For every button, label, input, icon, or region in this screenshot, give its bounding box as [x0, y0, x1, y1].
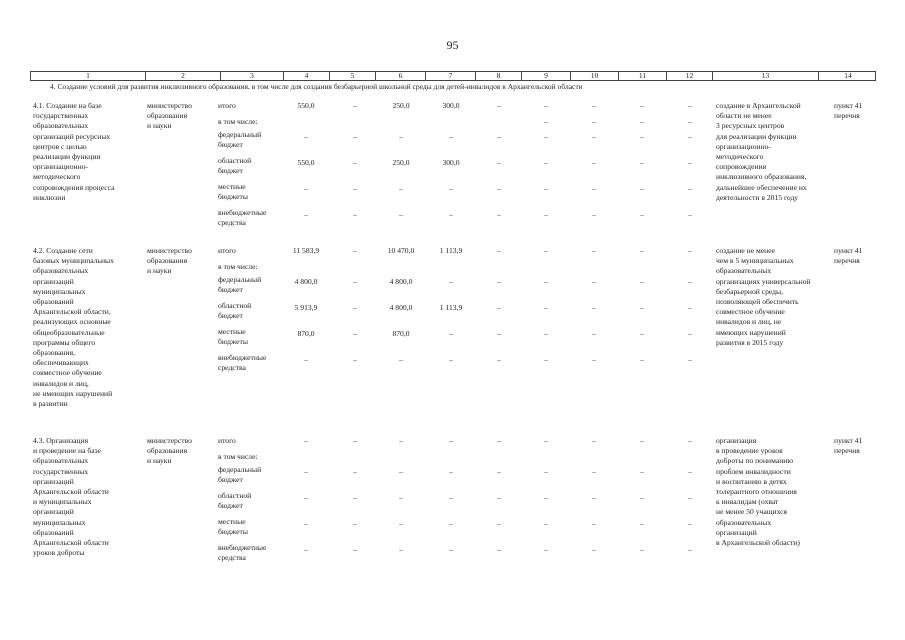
amount-cell: –	[640, 355, 644, 364]
amount-cell: 4 800,0	[389, 277, 413, 286]
amount-cell: –	[592, 493, 596, 502]
amount-cell: –	[592, 545, 596, 554]
expected-result: организация в проведение уроков доброты по пониманию проблем инвалидности и воспитанию в детях толерантного отношения к инвалидам (охват не менее 50 учащихся образовательных организаций в Архангельской области)	[716, 436, 800, 548]
amount-cell: –	[640, 101, 644, 110]
amount-cell: –	[497, 436, 501, 445]
amount-cell: 250,0	[392, 158, 410, 167]
amount-cell: –	[544, 158, 548, 167]
amount-cell: –	[544, 117, 548, 126]
amount-cell: –	[592, 277, 596, 286]
amount-cell: 870,0	[297, 329, 315, 338]
amount-cell: –	[688, 493, 692, 502]
funding-source-label: федеральный бюджет	[218, 465, 262, 485]
amount-cell: –	[592, 184, 596, 193]
amount-cell: –	[497, 329, 501, 338]
column-number-12: 12	[667, 72, 713, 80]
executor: министерство образования и науки	[147, 246, 192, 276]
amount-cell: –	[304, 545, 308, 554]
column-number-5: 5	[330, 72, 376, 80]
amount-cell: –	[592, 101, 596, 110]
amount-cell: –	[688, 519, 692, 528]
amount-cell: –	[640, 210, 644, 219]
amount-cell: –	[304, 355, 308, 364]
amount-cell: –	[688, 355, 692, 364]
amount-cell: –	[544, 436, 548, 445]
amount-cell: –	[399, 132, 403, 141]
amount-cell: 300,0	[442, 158, 460, 167]
funding-source-label: в том числе:	[218, 452, 258, 461]
amount-cell: 11 583,9	[292, 246, 320, 255]
amount-cell: –	[353, 303, 357, 312]
amount-cell: –	[449, 329, 453, 338]
amount-cell: –	[640, 246, 644, 255]
funding-source-label: в том числе:	[218, 117, 258, 126]
amount-cell: –	[688, 158, 692, 167]
amount-cell: –	[497, 303, 501, 312]
amount-cell: –	[544, 184, 548, 193]
amount-cell: –	[497, 246, 501, 255]
amount-cell: –	[592, 519, 596, 528]
amount-cell: –	[592, 132, 596, 141]
amount-cell: –	[449, 355, 453, 364]
amount-cell: –	[497, 132, 501, 141]
amount-cell: –	[449, 493, 453, 502]
amount-cell: –	[497, 355, 501, 364]
amount-cell: –	[640, 117, 644, 126]
funding-source-label: итого	[218, 246, 236, 255]
amount-cell: –	[449, 436, 453, 445]
amount-cell: –	[399, 355, 403, 364]
executor: министерство образования и науки	[147, 101, 192, 131]
amount-cell: –	[688, 117, 692, 126]
amount-cell: –	[640, 277, 644, 286]
amount-cell: –	[544, 210, 548, 219]
amount-cell: –	[497, 184, 501, 193]
amount-cell: –	[399, 436, 403, 445]
column-number-header	[30, 71, 876, 81]
funding-source-label: областной бюджет	[218, 301, 252, 321]
amount-cell: –	[353, 493, 357, 502]
amount-cell: 870,0	[392, 329, 410, 338]
funding-source-label: местные бюджеты	[218, 182, 248, 202]
amount-cell: –	[353, 436, 357, 445]
amount-cell: –	[592, 355, 596, 364]
amount-cell: –	[353, 158, 357, 167]
column-number-3: 3	[221, 72, 284, 80]
reference: пункт 41 перечня	[834, 436, 863, 456]
amount-cell: –	[449, 210, 453, 219]
amount-cell: –	[497, 158, 501, 167]
amount-cell: –	[353, 246, 357, 255]
amount-cell: –	[449, 467, 453, 476]
amount-cell: –	[399, 493, 403, 502]
funding-source-label: областной бюджет	[218, 156, 252, 176]
amount-cell: –	[640, 436, 644, 445]
amount-cell: 1 113,9	[439, 303, 463, 312]
amount-cell: –	[544, 277, 548, 286]
amount-cell: 1 113,9	[439, 246, 463, 255]
amount-cell: –	[449, 277, 453, 286]
amount-cell: –	[640, 132, 644, 141]
amount-cell: –	[304, 467, 308, 476]
amount-cell: –	[688, 329, 692, 338]
amount-cell: 10 470,0	[387, 246, 415, 255]
column-number-4: 4	[284, 72, 330, 80]
amount-cell: –	[688, 277, 692, 286]
amount-cell: –	[399, 519, 403, 528]
amount-cell: –	[592, 117, 596, 126]
amount-cell: –	[640, 493, 644, 502]
amount-cell: –	[353, 355, 357, 364]
funding-source-label: внебюджетные средства	[218, 208, 267, 228]
amount-cell: –	[688, 132, 692, 141]
amount-cell: –	[640, 158, 644, 167]
amount-cell: –	[688, 184, 692, 193]
funding-source-label: федеральный бюджет	[218, 275, 262, 295]
column-number-9: 9	[522, 72, 571, 80]
amount-cell: –	[640, 329, 644, 338]
amount-cell: –	[592, 210, 596, 219]
amount-cell: –	[399, 545, 403, 554]
column-number-1: 1	[31, 72, 146, 80]
measure-name: 4.2. Создание сети базовых муниципальных образовательных организаций муниципальных образований Архангельской области, реализующих основные общеобразовательные программы общего образования, обеспечивающих совместное обучение инвалидов и лиц, не имеющих нарушений в развитии	[33, 246, 114, 409]
amount-cell: –	[544, 493, 548, 502]
column-number-10: 10	[571, 72, 619, 80]
amount-cell: –	[304, 132, 308, 141]
amount-cell: 550,0	[297, 158, 315, 167]
amount-cell: –	[497, 467, 501, 476]
amount-cell: –	[353, 184, 357, 193]
funding-source-label: областной бюджет	[218, 491, 252, 511]
column-number-14: 14	[844, 71, 852, 80]
amount-cell: –	[497, 519, 501, 528]
expected-result: создание не менее чем в 5 муниципальных образовательных организациях универсальной безбарьерной среды, позволяющей обеспечить совместное обучение инвалидов и лиц, не имеющих нарушений развития в 2015 году	[716, 246, 811, 347]
amount-cell: –	[353, 132, 357, 141]
amount-cell: –	[449, 545, 453, 554]
amount-cell: –	[688, 246, 692, 255]
amount-cell: –	[544, 303, 548, 312]
amount-cell: –	[544, 101, 548, 110]
amount-cell: 300,0	[442, 101, 460, 110]
amount-cell: –	[544, 545, 548, 554]
amount-cell: –	[399, 210, 403, 219]
amount-cell: –	[353, 101, 357, 110]
amount-cell: –	[688, 101, 692, 110]
amount-cell: –	[544, 132, 548, 141]
funding-source-label: местные бюджеты	[218, 327, 248, 347]
amount-cell: –	[399, 467, 403, 476]
column-number-7: 7	[426, 72, 476, 80]
amount-cell: –	[592, 436, 596, 445]
amount-cell: –	[640, 519, 644, 528]
reference: пункт 41 перечня	[834, 246, 863, 266]
amount-cell: –	[497, 277, 501, 286]
amount-cell: –	[688, 545, 692, 554]
amount-cell: –	[544, 246, 548, 255]
column-number-2: 2	[146, 72, 221, 80]
amount-cell: –	[304, 519, 308, 528]
column-number-13: 13	[713, 72, 819, 80]
amount-cell: –	[640, 303, 644, 312]
page-number: 95	[446, 38, 459, 52]
executor: министерство образования и науки	[147, 436, 192, 466]
column-number-8: 8	[476, 72, 522, 80]
amount-cell: –	[688, 467, 692, 476]
amount-cell: –	[640, 545, 644, 554]
section-title: 4. Создание условий для развития инклюзивного образования, в том числе для создания безбарьерной школьной среды для детей-инвалидов в Архангельской области	[50, 82, 583, 91]
amount-cell: –	[592, 246, 596, 255]
amount-cell: 4 800,0	[389, 303, 413, 312]
amount-cell: –	[544, 355, 548, 364]
reference: пункт 41 перечня	[834, 101, 863, 121]
amount-cell: –	[497, 493, 501, 502]
amount-cell: –	[353, 210, 357, 219]
amount-cell: –	[304, 210, 308, 219]
amount-cell: –	[304, 184, 308, 193]
amount-cell: –	[592, 467, 596, 476]
funding-source-label: итого	[218, 436, 236, 445]
amount-cell: –	[304, 436, 308, 445]
amount-cell: –	[353, 329, 357, 338]
amount-cell: 550,0	[297, 101, 315, 110]
amount-cell: –	[688, 436, 692, 445]
amount-cell: –	[592, 158, 596, 167]
amount-cell: –	[688, 210, 692, 219]
amount-cell: 250,0	[392, 101, 410, 110]
measure-name: 4.3. Организация и проведение на базе образовательных государственных организаций Архангельской области и муниципальных организаций муниципальных образований Архангельской области уроков доброты	[33, 436, 109, 558]
funding-source-label: местные бюджеты	[218, 517, 248, 537]
column-number-11: 11	[619, 72, 667, 80]
funding-source-label: внебюджетные средства	[218, 543, 267, 563]
measure-name: 4.1. Создание на базе государственных образовательных организаций ресурсных центров с целью реализации функции организационно- методического сопровождения процесса инклюзии	[33, 101, 115, 202]
amount-cell: –	[544, 519, 548, 528]
amount-cell: –	[353, 545, 357, 554]
amount-cell: –	[449, 184, 453, 193]
amount-cell: –	[399, 184, 403, 193]
expected-result: создание в Архангельской области не менее 3 ресурсных центров для реализации функции организационно- методического сопровождения инклюзивного образования, дальнейшее обеспечение их деятельности в 2015 году	[716, 101, 807, 202]
funding-source-label: внебюджетные средства	[218, 353, 267, 373]
amount-cell: –	[640, 184, 644, 193]
amount-cell: –	[449, 132, 453, 141]
amount-cell: 5 913,9	[294, 303, 318, 312]
amount-cell: –	[592, 329, 596, 338]
amount-cell: –	[449, 519, 453, 528]
amount-cell: –	[353, 277, 357, 286]
amount-cell: –	[304, 493, 308, 502]
amount-cell: –	[688, 303, 692, 312]
funding-source-label: в том числе:	[218, 262, 258, 271]
amount-cell: –	[640, 467, 644, 476]
column-number-6: 6	[376, 72, 426, 80]
funding-source-label: федеральный бюджет	[218, 130, 262, 150]
amount-cell: –	[353, 519, 357, 528]
amount-cell: –	[353, 467, 357, 476]
amount-cell: –	[497, 545, 501, 554]
amount-cell: –	[497, 210, 501, 219]
amount-cell: 4 800,0	[294, 277, 318, 286]
amount-cell: –	[544, 329, 548, 338]
amount-cell: –	[592, 303, 596, 312]
funding-source-label: итого	[218, 101, 236, 110]
amount-cell: –	[497, 101, 501, 110]
amount-cell: –	[544, 467, 548, 476]
